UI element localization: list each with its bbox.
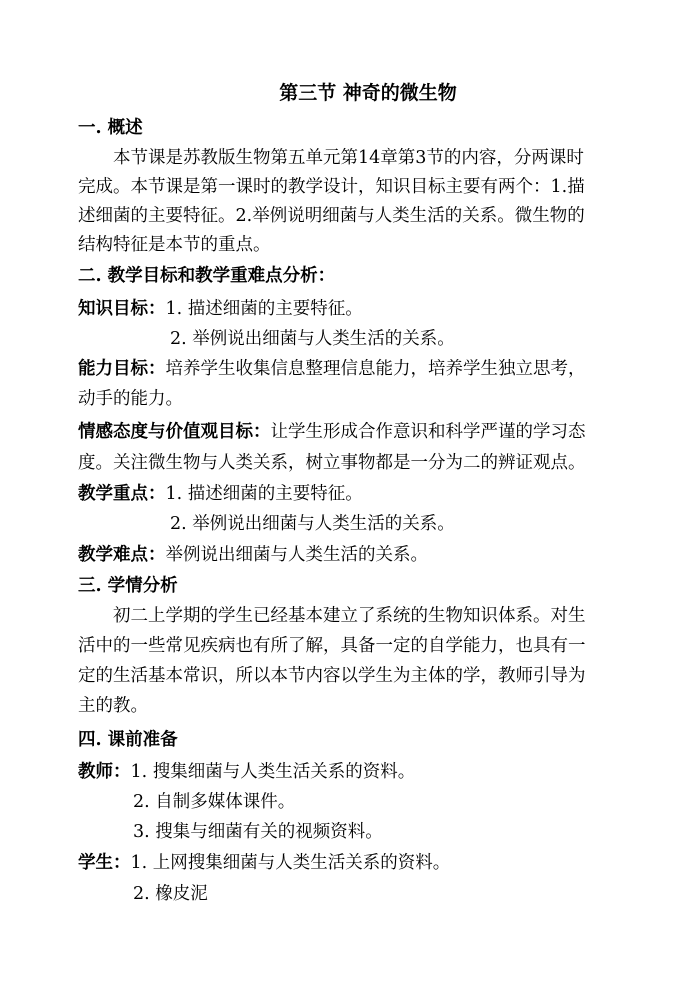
student-prep-row: [78, 849, 450, 877]
paragraph-line: 初二上学期的学生已经基本建立了系统的生物知识体系。对生: [113, 606, 586, 626]
section-heading-preparation: 四. 课前准备: [78, 730, 178, 750]
ability-objective-label: 能力目标：: [78, 359, 166, 379]
student-prep-label: 学生：: [78, 853, 131, 873]
knowledge-objective-label: 知识目标：: [78, 299, 166, 319]
teaching-key-row: [78, 480, 363, 508]
section-heading-overview: 一. 概述: [78, 118, 143, 138]
teacher-prep-item: 3. 搜集与细菌有关的视频资料。: [133, 822, 383, 842]
teacher-prep-label: 教师：: [78, 762, 131, 782]
teacher-prep-item: 2. 自制多媒体课件。: [133, 792, 296, 812]
teaching-key-item: 1. 描述细菌的主要特征。: [165, 484, 363, 504]
student-prep-item: 1. 上网搜集细菌与人类生活关系的资料。: [130, 853, 451, 873]
paragraph-line: 完成。本节课是第一课时的教学设计，知识目标主要有两个：1.描: [78, 177, 585, 197]
knowledge-objective-item: 1. 描述细菌的主要特征。: [165, 299, 363, 319]
paragraph-line: 定的生活基本常识，所以本节内容以学生为主体的学，教师引导为: [78, 666, 586, 686]
ability-objective-text: 动手的能力。: [78, 389, 183, 409]
paragraph-line: 主的教。: [78, 696, 148, 716]
emotion-objective-text: 让学生形成合作意识和科学严谨的学习态: [270, 422, 586, 442]
ability-objective-text: 培养学生收集信息整理信息能力，培养学生独立思考，: [165, 359, 586, 379]
teaching-difficulty-row: [78, 541, 428, 569]
teacher-prep-item: 1. 搜集细菌与人类生活关系的资料。: [130, 762, 416, 782]
student-prep-item: 2. 橡皮泥: [133, 884, 208, 904]
emotion-objective-row: [78, 418, 586, 446]
document-title: 第三节 神奇的微生物: [279, 82, 457, 104]
teacher-prep-row: [78, 758, 415, 786]
paragraph-line: 本节课是苏教版生物第五单元第14章第3节的内容，分两课时: [113, 148, 584, 168]
teaching-difficulty-label: 教学难点：: [78, 545, 166, 565]
emotion-objective-text: 度。关注微生物与人类关系，树立事物都是一分为二的辨证观点。: [78, 453, 586, 473]
teaching-difficulty-item: 举例说出细菌与人类生活的关系。: [165, 545, 428, 565]
knowledge-objective-row: [78, 295, 363, 323]
emotion-objective-label: 情感态度与价值观目标：: [78, 422, 271, 442]
ability-objective-row: [78, 355, 586, 383]
section-heading-analysis: 三. 学情分析: [78, 576, 178, 596]
knowledge-objective-item: 2. 举例说出细菌与人类生活的关系。: [170, 329, 455, 349]
teaching-key-label: 教学重点：: [78, 484, 166, 504]
section-heading-objectives: 二. 教学目标和教学重难点分析：: [78, 266, 336, 286]
teaching-key-item: 2. 举例说出细菌与人类生活的关系。: [170, 514, 455, 534]
paragraph-line: 活中的一些常见疾病也有所了解，具备一定的自学能力，也具有一: [78, 636, 586, 656]
paragraph-line: 述细菌的主要特征。2.举例说明细菌与人类生活的关系。微生物的: [78, 206, 585, 226]
paragraph-line: 结构特征是本节的重点。: [78, 235, 271, 255]
